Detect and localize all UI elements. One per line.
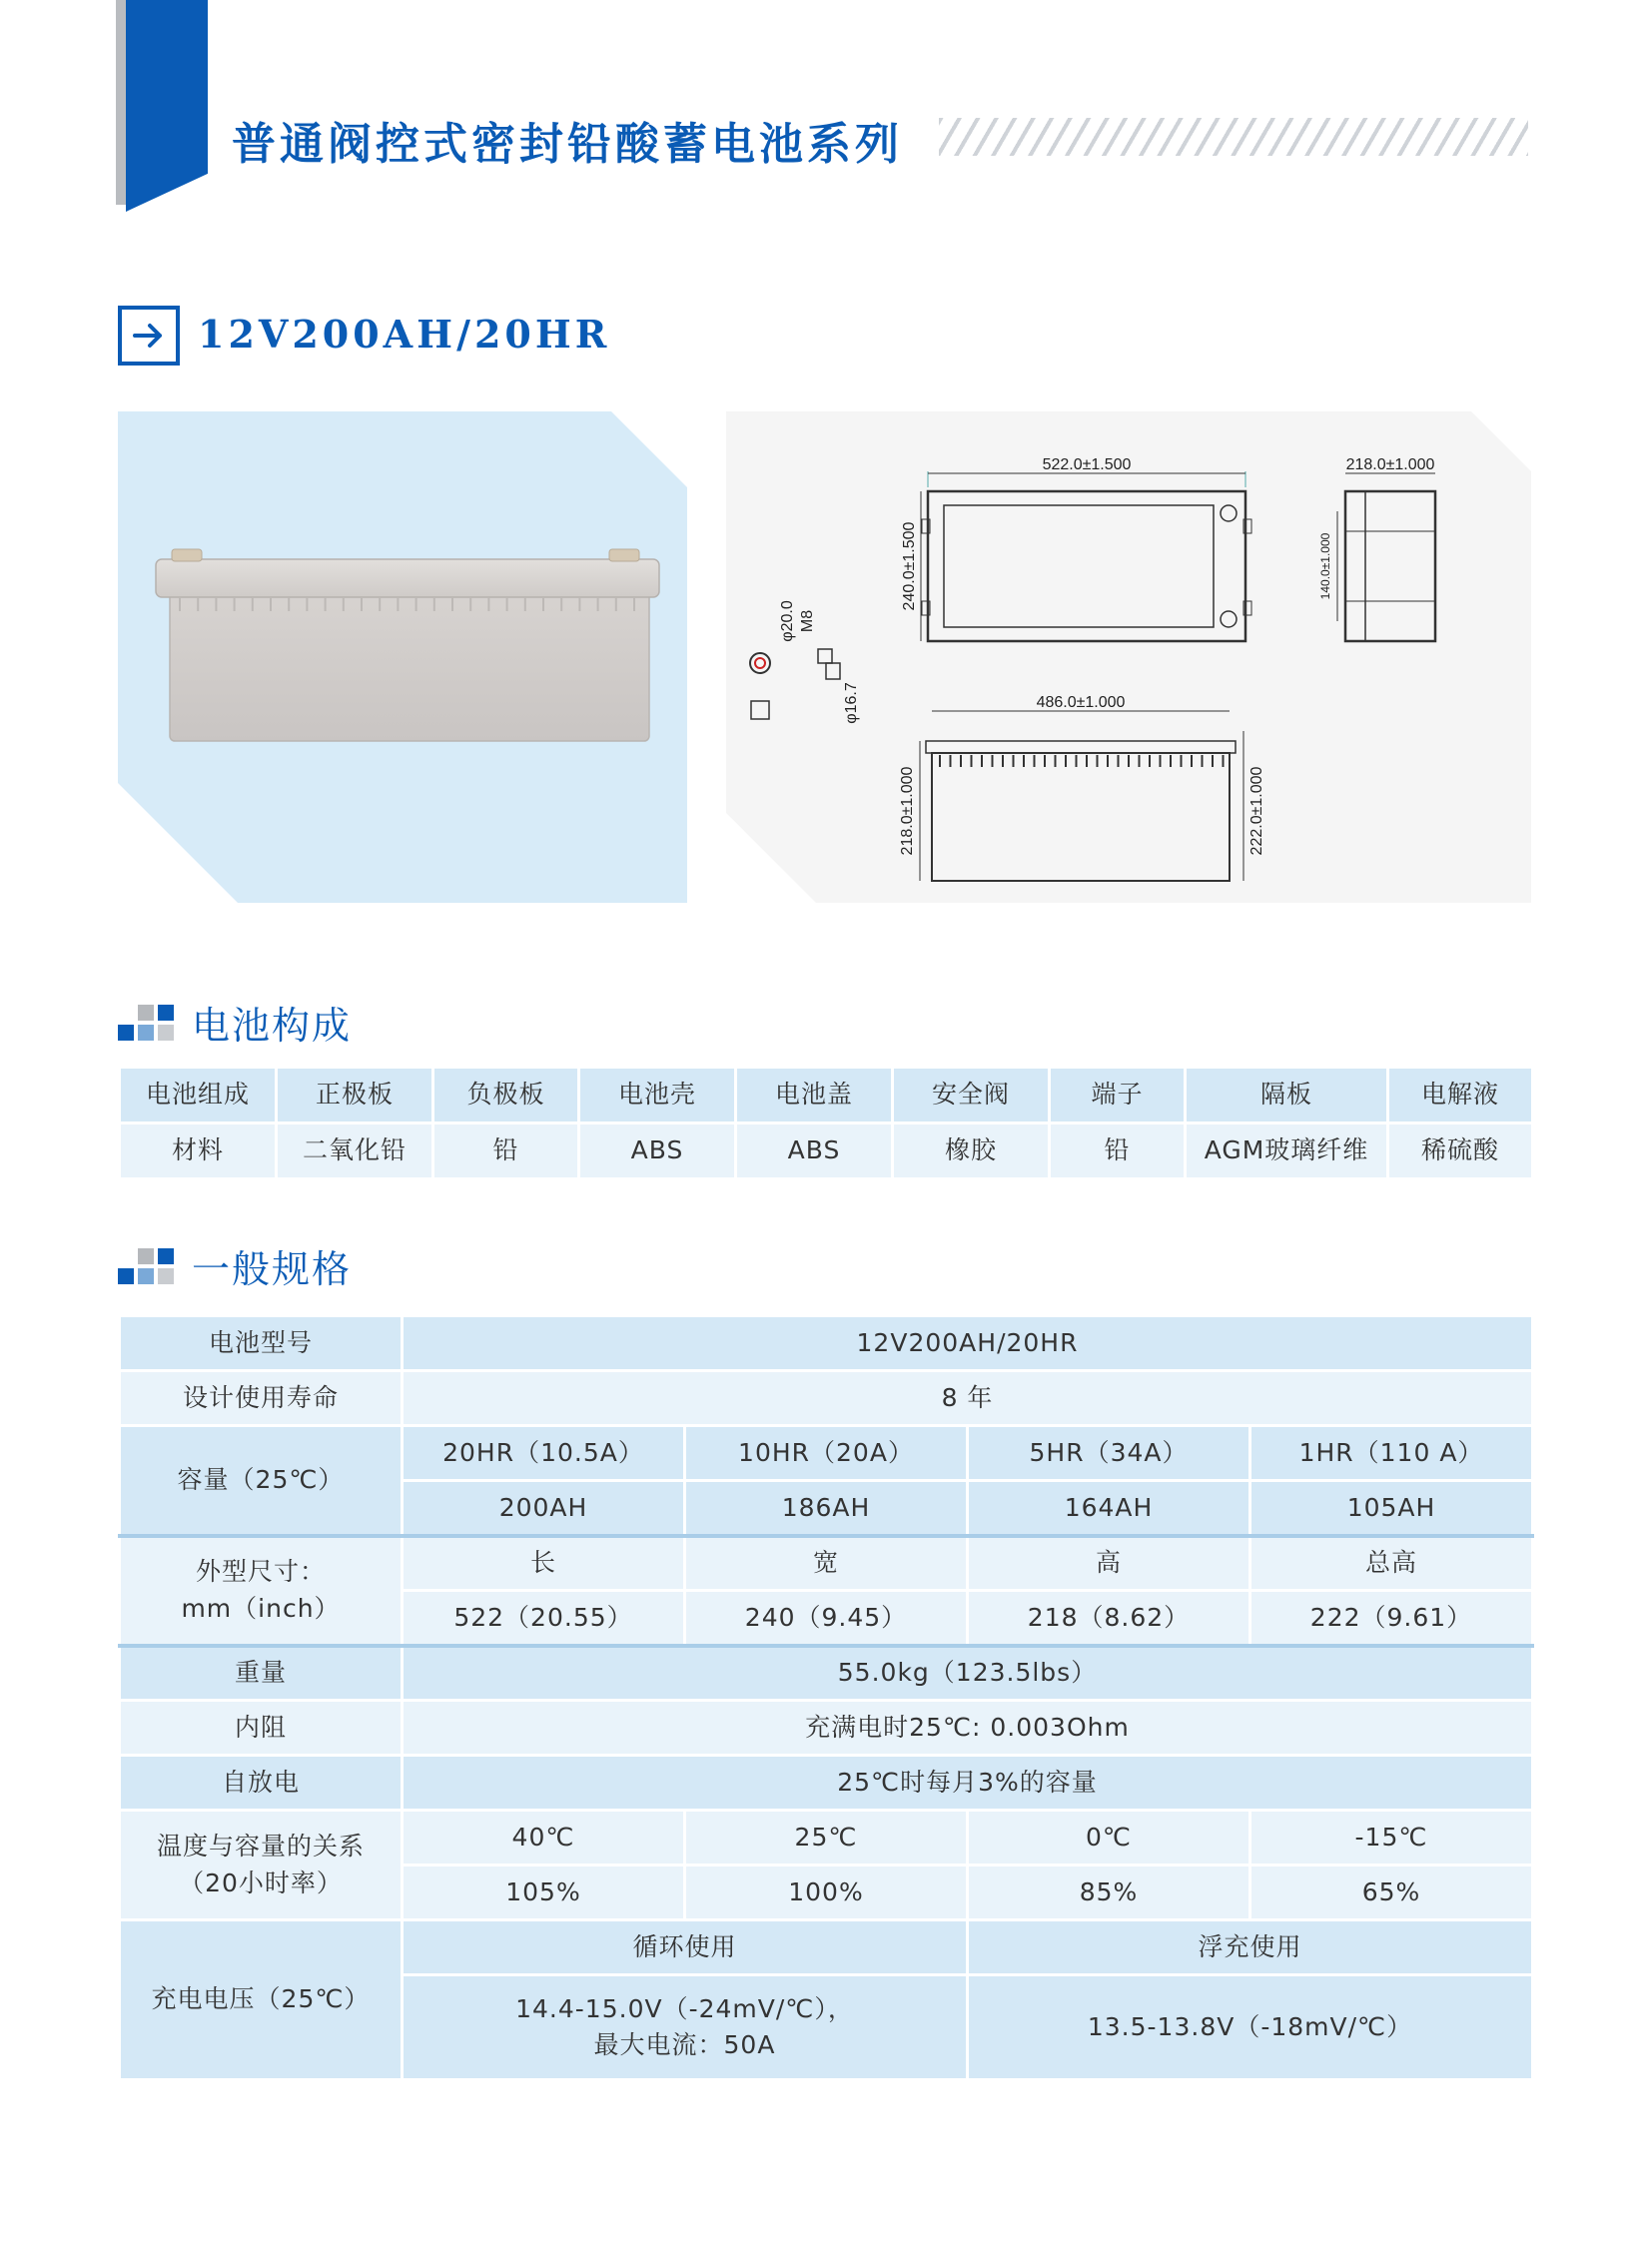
temp-value: 65%: [1250, 1866, 1533, 1920]
dims-label-line1: 外型尺寸：: [195, 1557, 326, 1587]
spec-value-model: 12V200AH/20HR: [403, 1316, 1533, 1371]
squares-icon: [118, 1003, 178, 1043]
spec-row-model: [120, 1316, 1533, 1371]
composition-header-row: [120, 1068, 1533, 1123]
battery-photo: [118, 411, 687, 903]
spec-row-temp-headers: [120, 1811, 1533, 1866]
composition-header: 电池壳: [579, 1068, 736, 1123]
dims-value: 240（9.45）: [685, 1591, 968, 1646]
composition-header: 电池组成: [120, 1068, 277, 1123]
front-view: [920, 711, 1243, 881]
charge-header-cycle: 循环使用: [403, 1920, 968, 1975]
spec-value-weight: 55.0kg（123.5lbs）: [403, 1646, 1533, 1701]
side-view: [1337, 473, 1435, 641]
temp-header: -15℃: [1250, 1811, 1533, 1866]
dims-value: 222（9.61）: [1250, 1591, 1533, 1646]
header-accent-bar: [116, 0, 126, 205]
composition-value: 稀硫酸: [1388, 1123, 1533, 1179]
product-photo-panel: [118, 411, 687, 903]
dims-header: 长: [403, 1536, 685, 1591]
composition-header: 隔板: [1186, 1068, 1388, 1123]
spec-row-capacity-rates: [120, 1426, 1533, 1481]
composition-value-row: [120, 1123, 1533, 1179]
composition-table: [118, 1066, 1534, 1180]
dim-side-height: 140.0±1.000: [1318, 532, 1332, 600]
spec-label-weight: 重量: [120, 1646, 403, 1701]
dim-front-width: 486.0±1.000: [1036, 694, 1126, 711]
temp-header: 0℃: [968, 1811, 1250, 1866]
composition-header: 端子: [1050, 1068, 1186, 1123]
charge-value-cycle: [403, 1975, 968, 2080]
spec-label-charge: 充电电压（25℃）: [120, 1920, 403, 2080]
spec-row-weight: [120, 1646, 1533, 1701]
cycle-value-line2: 最大电流：50A: [593, 2030, 776, 2059]
dims-value: 218（8.62）: [968, 1591, 1250, 1646]
charge-header-float: 浮充使用: [968, 1920, 1533, 1975]
dimension-drawing: [726, 411, 1531, 903]
capacity-rate: 20HR（10.5A）: [403, 1426, 685, 1481]
arrow-right-icon-glyph: [132, 321, 166, 351]
dims-label-line2: mm（inch）: [181, 1593, 341, 1623]
composition-header: 负极板: [433, 1068, 579, 1123]
charge-value-float: 13.5-13.8V（-18mV/℃）: [968, 1975, 1533, 2080]
capacity-rate: 1HR（110 A）: [1250, 1426, 1533, 1481]
spec-label-resistance: 内阻: [120, 1701, 403, 1756]
dim-total-height: 222.0±1.000: [1248, 766, 1265, 856]
terminal-bolt: M8: [799, 609, 816, 633]
spec-label-self-discharge: 自放电: [120, 1756, 403, 1811]
specs-table: [118, 1314, 1534, 2081]
terminal-inner: φ16.7: [843, 682, 860, 724]
temp-header: 40℃: [403, 1811, 685, 1866]
spec-label-model: 电池型号: [120, 1316, 403, 1371]
spec-label-temp: [120, 1811, 403, 1920]
section-title-composition: 电池构成: [192, 1004, 353, 1048]
terminal-dia: φ20.0: [779, 600, 796, 642]
section-heading-composition: [118, 995, 352, 1050]
composition-value: ABS: [736, 1123, 893, 1179]
dim-side-width: 218.0±1.000: [1345, 456, 1435, 473]
capacity-rate: 10HR（20A）: [685, 1426, 968, 1481]
dims-header: 宽: [685, 1536, 968, 1591]
section-title-specs: 一般规格: [192, 1247, 353, 1291]
temp-header: 25℃: [685, 1811, 968, 1866]
top-view: [921, 471, 1251, 641]
temp-value: 85%: [968, 1866, 1250, 1920]
composition-header: 电池盖: [736, 1068, 893, 1123]
terminal-detail: [750, 649, 840, 719]
technical-drawing-panel: [726, 411, 1531, 903]
capacity-value: 164AH: [968, 1481, 1250, 1536]
spec-label-life: 设计使用寿命: [120, 1371, 403, 1426]
composition-value: AGM玻璃纤维: [1186, 1123, 1388, 1179]
model-title: 12V200AH/20HR: [198, 312, 611, 357]
capacity-value: 186AH: [685, 1481, 968, 1536]
spec-row-self-discharge: [120, 1756, 1533, 1811]
arrow-right-icon: [118, 306, 180, 366]
cycle-value-line1: 14.4-15.0V（-24mV/℃），: [515, 1993, 854, 2023]
composition-value: 铅: [1050, 1123, 1186, 1179]
spec-label-capacity: 容量（25℃）: [120, 1426, 403, 1536]
page-title: 普通阀控式密封铅酸蓄电池系列: [232, 119, 903, 170]
spec-row-life: [120, 1371, 1533, 1426]
dim-top-height: 240.0±1.500: [901, 521, 918, 611]
composition-header: 正极板: [277, 1068, 433, 1123]
dims-value: 522（20.55）: [403, 1591, 685, 1646]
squares-icon: [118, 1246, 178, 1286]
section-heading-specs: [118, 1238, 352, 1293]
temp-value: 105%: [403, 1866, 685, 1920]
dims-header: 高: [968, 1536, 1250, 1591]
composition-header: 电解液: [1388, 1068, 1533, 1123]
capacity-rate: 5HR（34A）: [968, 1426, 1250, 1481]
dims-header: 总高: [1250, 1536, 1533, 1591]
temp-value: 100%: [685, 1866, 968, 1920]
temp-label-line2: （20小时率）: [179, 1868, 343, 1897]
dim-front-height: 218.0±1.000: [899, 766, 916, 856]
header-blue-tab: [126, 0, 208, 212]
temp-label-line1: 温度与容量的关系: [156, 1832, 365, 1862]
composition-value: 材料: [120, 1123, 277, 1179]
title-hatch-decoration: [939, 118, 1528, 156]
spec-row-dims-headers: [120, 1536, 1533, 1591]
dim-top-width: 522.0±1.500: [1042, 456, 1132, 473]
spec-label-dims: [120, 1536, 403, 1646]
spec-value-resistance: 充满电时25℃: 0.003Ohm: [403, 1701, 1533, 1756]
composition-value: 铅: [433, 1123, 579, 1179]
spec-value-self-discharge: 25℃时每月3%的容量: [403, 1756, 1533, 1811]
spec-row-charge-headers: [120, 1920, 1533, 1975]
composition-value: 二氧化铅: [277, 1123, 433, 1179]
composition-value: ABS: [579, 1123, 736, 1179]
composition-value: 橡胶: [893, 1123, 1050, 1179]
spec-value-life: 8 年: [403, 1371, 1533, 1426]
capacity-value: 105AH: [1250, 1481, 1533, 1536]
composition-header: 安全阀: [893, 1068, 1050, 1123]
spec-row-resistance: [120, 1701, 1533, 1756]
capacity-value: 200AH: [403, 1481, 685, 1536]
